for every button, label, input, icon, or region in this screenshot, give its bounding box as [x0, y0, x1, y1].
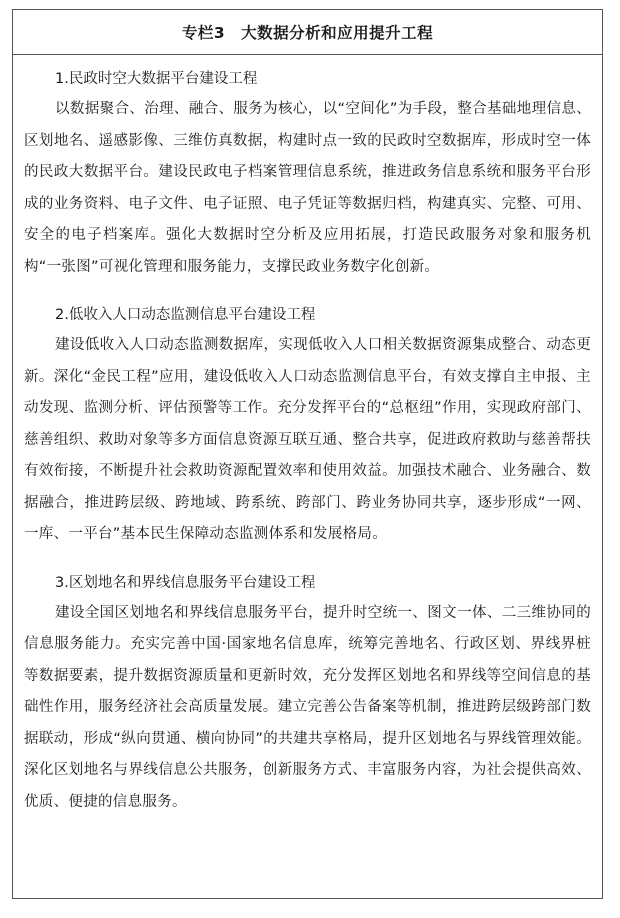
- section-paragraph: 建设全国区划地名和界线信息服务平台，提升时空统一、图文一体、二三维协同的信息服务能力。充实完善中国·国家地名信息库，统筹完善地名、行政区划、界线界桩等数据要素，提升数据资源质量和更新时效，充分发挥区划地名和界线等空间信息的基础性作用，服务经济社会高质量发展。建立完善公告备案等机制，推进跨层级跨部门数据联动，形成“纵向贯通、横向协同”的共建共享格局，提升区划地名与界线管理效能。深化区划地名与界线信息公共服务，创新服务方式、丰富服务内容，为社会提供高效、优质、便捷的信息服务。: [24, 604, 591, 810]
- title-row: [13, 10, 602, 55]
- column-box: [12, 9, 603, 899]
- box-title: 专栏3 大数据分析和应用提升工程: [181, 24, 434, 42]
- section-heading: 2.低收入人口动态监测信息平台建设工程: [55, 307, 316, 323]
- box-body: [13, 55, 602, 818]
- section-paragraph: 以数据聚合、治理、融合、服务为核心，以“空间化”为手段，整合基础地理信息、区划地名、遥感影像、三维仿真数据，构建时点一致的民政时空数据库，形成时空一体的民政大数据平台。建设民政电子档案管理信息系统，推进政务信息系统和服务平台形成的业务资料、电子文件、电子证照、电子凭证等数据归档，构建真实、完整、可用、安全的电子档案库。强化大数据时空分析及应用拓展，打造民政服务对象和服务机构“一张图”可视化管理和服务能力，支撑民政业务数字化创新。: [24, 101, 591, 275]
- section-heading: 3.区划地名和界线信息服务平台建设工程: [55, 574, 316, 591]
- section-paragraph: 建设低收入人口动态监测数据库，实现低收入人口相关数据资源集成整合、动态更新。深化“金民工程”应用，建设低收入人口动态监测信息平台，有效支撑自主申报、主动发现、监测分析、评估预警等工作。充分发挥平台的“总枢纽”作用，实现政府部门、慈善组织、救助对象等多方面信息资源互联互通、整合共享，促进政府救助与慈善帮扶有效衔接，不断提升社会救助资源配置效率和使用效益。加强技术融合、业务融合、数据融合，推进跨层级、跨地域、跨系统、跨部门、跨业务协同共享，逐步形成“一网、一库、一平台”基本民生保障动态监测体系和发展格局。: [24, 337, 591, 542]
- section-1: [24, 65, 591, 283]
- section-heading: 1.民政时空大数据平台建设工程: [55, 71, 258, 87]
- page-edge-marks: [14, 906, 64, 916]
- section-3: [24, 569, 591, 819]
- section-2: [24, 301, 591, 551]
